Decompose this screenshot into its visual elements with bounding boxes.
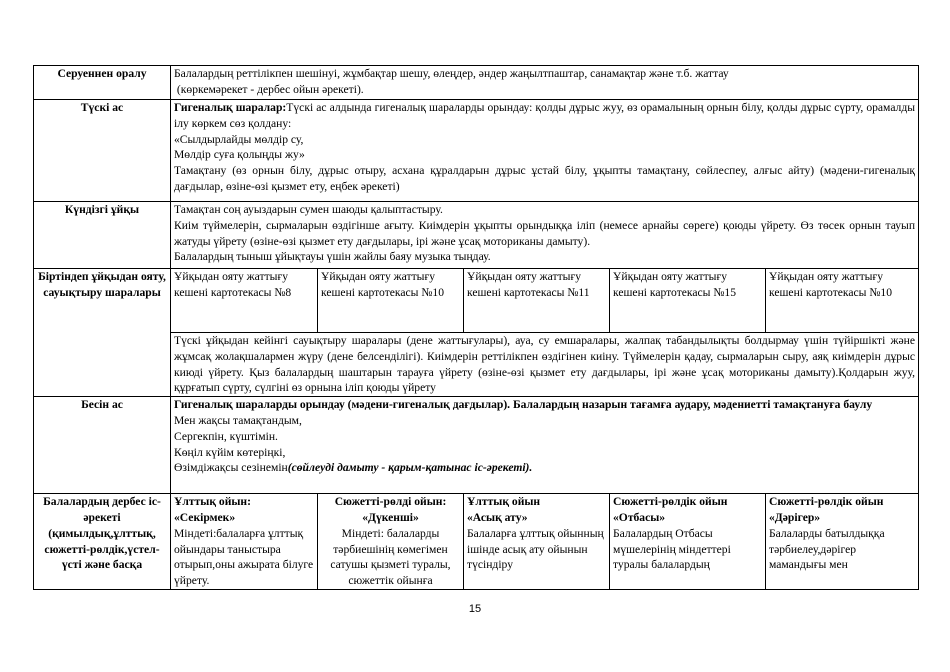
snack-line3: Көңіл күйім көтеріңкі,: [174, 445, 286, 459]
activity-4-name: «Отбасы»: [613, 510, 666, 524]
row-label-wakeup: Біртіндеп ұйқыдан ояту, сауықтыру шаралары: [34, 269, 171, 397]
nap-content: [171, 202, 919, 269]
activity-3-name: «Асық ату»: [467, 510, 528, 524]
row-label-walk-return: Серуеннен оралу: [34, 66, 171, 100]
wakeup-card-2: Ұйқыдан ояту жаттығу кешені картотекасы №10: [318, 269, 464, 333]
snack-line4: [174, 460, 915, 476]
lunch-content: [171, 100, 919, 202]
page-number: 15: [468, 603, 482, 615]
row-wakeup: [34, 269, 919, 333]
snack-line4-note: (сөйлеуді дамыту - қарым-қатынас іс-әрекеті).: [287, 461, 533, 475]
row-label-snack: Бесін ас: [34, 397, 171, 494]
activity-5-body: Балаларды батылдыққа тәрбиелеу,дәрігер мамандығы мен: [769, 526, 885, 572]
activity-col-1: [171, 494, 318, 590]
activity-5-title: Сюжетті-рөлдік ойын: [769, 495, 884, 509]
lunch-hygiene-text: Түскі ас алдында гигеналық шараларды орындау: қолды дұрыс жуу, өз орамалының орнын білу, қолды дұрыс сүрту, орамалды ілу көркем сөз қолдану:: [174, 101, 916, 130]
lunch-poem-line1: «Сылдырлайды мөлдір су,: [174, 132, 304, 146]
row-label-nap: Күндізгі ұйқы: [34, 202, 171, 269]
activity-5-name: «Дәрігер»: [769, 510, 821, 524]
snack-content: [171, 397, 919, 494]
activity-1-name: «Секірмек»: [174, 510, 236, 524]
activity-1-body: Міндеті:балаларға ұлттық ойындары таныстыра отырып,оны ажырата білуге үйрету.: [174, 526, 314, 588]
walk-return-line2: (көркемәрекет - дербес ойын әрекеті).: [174, 82, 364, 96]
wakeup-card-1: Ұйқыдан ояту жаттығу кешені картотекасы №8: [171, 269, 318, 333]
snack-bold: Гигеналық шараларды орындау (мәдени-гигеналық дағдылар). Балалардың назарын тағамға аудару, мәдениетті тамақтануға баулу: [174, 398, 873, 412]
row-activity: [34, 494, 919, 590]
row-lunch: [34, 100, 919, 202]
snack-line4-text: Өзімдіжақсы сезінемін: [174, 461, 288, 475]
row-snack: [34, 397, 919, 494]
row-label-lunch: Түскі ас: [34, 100, 171, 202]
activity-col-3: [464, 494, 610, 590]
wakeup-card-4: Ұйқыдан ояту жаттығу кешені картотекасы №15: [610, 269, 766, 333]
snack-line1: Мен жақсы тамақтандым,: [174, 413, 302, 427]
activity-3-body: Балаларға ұлттық ойынның ішінде асық ату ойынын түсіндіру: [467, 526, 604, 572]
activity-col-4: [610, 494, 766, 590]
lunch-poem-line2: Мөлдір суға қолыңды жу»: [174, 148, 305, 162]
activity-2-body: Міндеті: балаларды тәрбиешінің көмегімен сатушы қызметі туралы, сюжеттік ойынға: [330, 526, 451, 588]
row-label-activity: Балалардың дербес іс-әрекеті (қимылдық,ұлттық, сюжетті-рөлдік,үстел-үсті және басқа: [34, 494, 171, 590]
activity-2-name: «Дүкенші»: [362, 510, 419, 524]
activity-4-body: Балалардың Отбасы мүшелерінің міндеттері туралы балалардың: [613, 526, 731, 572]
lunch-hygiene: [174, 100, 915, 132]
row-walk-return: [34, 66, 919, 100]
wakeup-text: Түскі ұйқыдан кейінгі сауықтыру шаралары (дене жаттығулары), ауа, су емшаралары, жалпақ табандылықты болдырмау үшін түйіршікті және жұмсақ жолақшалармен жүру (дене белсенділігі). Киімдерін реттілікпен өздігінен киіну. Түймелерін қадау, сырмаларын сыру, аяқ киімдерін дұрыс киюді үйрету. Қыз балалардың шаштарын тарауға үйрету (өзіне-өзі қызмет ету дағдылары, ірі және ұсақ моториканы дамыту).Қолдарын жуу, құрғатып сүрту, сүлгіні өз орнына іліп қоюды үйрету: [171, 333, 919, 397]
wakeup-card-3: Ұйқыдан ояту жаттығу кешені картотекасы №11: [464, 269, 610, 333]
activity-2-title: Сюжетті-рөлді ойын:: [334, 495, 447, 509]
activity-1-title: Ұлттық ойын:: [174, 495, 251, 509]
activity-col-2: [318, 494, 464, 590]
nap-line1: Тамақтан соң ауыздарын сумен шаюды қалыптастыру.: [174, 203, 443, 216]
activity-3-title: Ұлттық ойын: [467, 495, 541, 509]
lunch-hygiene-title: Гигеналық шаралар:: [174, 101, 287, 114]
snack-line2: Сергекпін, күштімін.: [174, 429, 278, 443]
nap-line2: Киім түймелерін, сырмаларын өздігінше ағыту. Киімдерін ұқыпты орындыққа іліп (немесе арнайы сөреге) қоюды үйрету. Өз төсек орнын тауып жатуды үйрету (өзіне-өзі қызмет ету дағдылары, ірі және ұсақ моториканы дамыту).: [174, 218, 916, 248]
nap-line3: Балалардың тыныш ұйықтауы үшін жайлы баяу музыка тыңдау.: [174, 250, 491, 264]
activity-col-5: [766, 494, 919, 590]
wakeup-card-5: Ұйқыдан ояту жаттығу кешені картотекасы №10: [766, 269, 919, 333]
lunch-text: Тамақтану (өз орнын білу, дұрыс отыру, асхана құралдарын дұрыс ұстай білу, ұқыпты тамақтану, сөйлеспеу, алғыс айту) (мәдени-гигеналық дағдылар, өзіне-өзі қызмет ету, еңбек әрекеті): [174, 164, 916, 193]
walk-return-line1: Балалардың реттілікпен шешінуі, жұмбақтар шешу, өлеңдер, әндер жаңылтпаштар, санамақтар және т.б. жаттау: [174, 67, 729, 80]
walk-return-content: [171, 66, 919, 100]
activity-4-title: Сюжетті-рөлдік ойын: [613, 495, 728, 509]
row-nap: [34, 202, 919, 269]
schedule-table: [33, 65, 919, 590]
